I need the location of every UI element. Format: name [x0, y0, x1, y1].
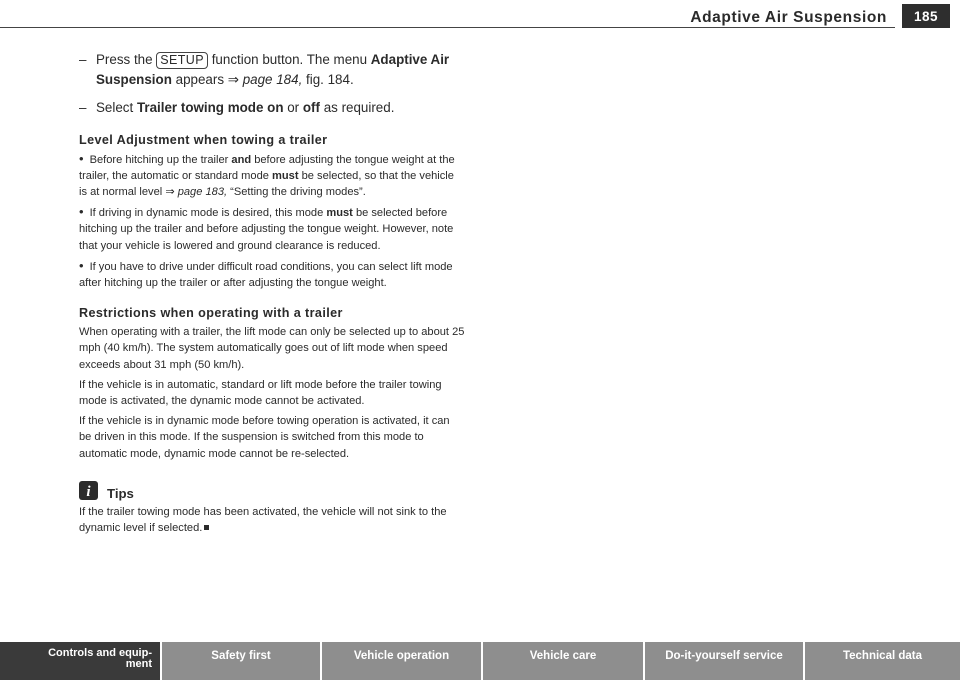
- bullet-item: [79, 151, 465, 201]
- bullet-item: [79, 204, 465, 254]
- footer-tab-controls-and-equipment[interactable]: Controls and equip- ment: [0, 642, 160, 680]
- step-text: Select: [96, 100, 137, 115]
- paragraph: If the vehicle is in automatic, standard or lift mode before the trailer towing mode is activated, the dynamic mode cannot be activated.: [79, 378, 442, 407]
- bullet-text: Before hitching up the trailer: [89, 153, 232, 166]
- arrow-glyph: ⇒: [227, 71, 239, 87]
- step-text: fig. 184.: [302, 71, 354, 87]
- step-select-trailer-mode: [79, 98, 465, 118]
- bullet-text: If you have to drive under difficult road conditions, you can select lift mode after hitching up the trailer or after adjusting the tongue weight.: [79, 260, 453, 289]
- main-content: [79, 50, 465, 540]
- step-text: Press the: [96, 52, 157, 67]
- menu-option: Trailer towing mode on: [136, 100, 284, 115]
- page-reference-link[interactable]: page 184,: [242, 71, 303, 87]
- info-icon-glyph: i: [86, 483, 91, 500]
- paragraph: When operating with a trailer, the lift mode can only be selected up to about 25 mph (40 km/h). The system automatically goes out of lift mode when speed exceeds about 31 mph (50 km/h).: [79, 326, 465, 371]
- footer-navigation: [0, 642, 960, 680]
- step-dash: –: [79, 52, 87, 67]
- page-reference-link[interactable]: page 183,: [177, 185, 228, 198]
- chapter-title: Adaptive Air Suspension: [690, 9, 887, 26]
- header-divider: [0, 27, 895, 28]
- bullet-text: If driving in dynamic mode is desired, this mode: [89, 207, 327, 220]
- footer-tab-vehicle-operation[interactable]: Vehicle operation: [322, 642, 481, 680]
- step-dash: –: [79, 100, 87, 115]
- tips-heading: [79, 480, 465, 501]
- bullet-text: “Setting the driving modes”.: [227, 185, 366, 198]
- menu-option: off: [302, 100, 320, 115]
- footer-tab-technical-data[interactable]: Technical data: [805, 642, 960, 680]
- bullet-icon: •: [79, 150, 84, 166]
- bullet-text: before adjusting the tongue weight at the trailer, the automatic or standard mode: [79, 153, 455, 182]
- info-icon: [79, 481, 98, 500]
- step-text: appears: [171, 71, 228, 87]
- bullet-emphasis: and: [231, 153, 252, 166]
- level-adjustment-heading: Level Adjustment when towing a trailer: [79, 132, 328, 147]
- bullet-emphasis: must: [272, 169, 299, 182]
- bullet-emphasis: must: [326, 207, 353, 220]
- step-text: function button. The menu: [207, 52, 371, 67]
- arrow-glyph: ⇒: [165, 185, 175, 198]
- bullet-item: [79, 258, 465, 291]
- bullet-icon: •: [79, 257, 84, 273]
- setup-key: SETUP: [156, 52, 208, 69]
- bullet-text: be selected before hitching up the trailer and before adjusting the tongue weight. However, note that your vehicle is lowered and ground clearance is reduced.: [79, 207, 454, 252]
- footer-tab-vehicle-care[interactable]: Vehicle care: [483, 642, 643, 680]
- footer-tab-do-it-yourself-service[interactable]: Do-it-yourself service: [645, 642, 803, 680]
- tips-body: If the trailer towing mode has been activated, the vehicle will not sink to the dynamic level if selected.: [79, 505, 447, 534]
- step-text: or: [283, 100, 303, 115]
- step-press-setup: [79, 50, 465, 89]
- tips-label: Tips: [107, 485, 134, 501]
- restrictions-heading: Restrictions when operating with a trailer: [79, 306, 343, 321]
- footer-tab-safety-first[interactable]: Safety first: [162, 642, 320, 680]
- bullet-icon: •: [79, 204, 84, 220]
- paragraph: If the vehicle is in dynamic mode before towing operation is activated, it can be driven in this mode. If the suspension is switched from this mode to automatic mode, dynamic mode cannot be re-selected.: [79, 415, 450, 460]
- bullet-text: be selected, so that the vehicle is at normal level: [79, 169, 454, 198]
- end-of-section-icon: [204, 525, 209, 530]
- page-number: 185: [902, 4, 950, 28]
- menu-name: Adaptive Air Suspension: [96, 52, 450, 87]
- tips-text: [79, 504, 465, 536]
- step-text: as required.: [319, 100, 395, 115]
